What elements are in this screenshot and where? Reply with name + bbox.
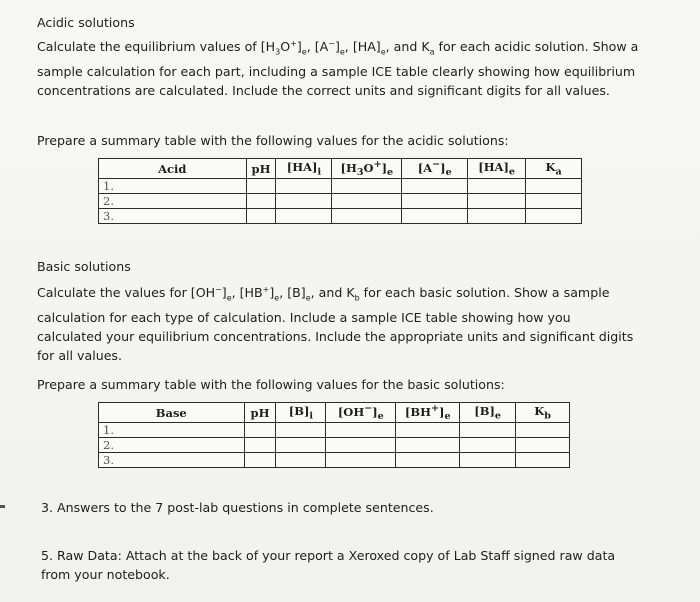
col-ph: pH bbox=[246, 159, 276, 179]
col-ph: pH bbox=[244, 403, 276, 423]
basic-summary-table bbox=[98, 402, 570, 468]
row-number: 1. bbox=[99, 423, 245, 438]
col-base: Base bbox=[99, 403, 245, 423]
table-row bbox=[99, 194, 582, 209]
basic-instructions: Calculate the values for $[OH^-]_e$, $[HB^+]_e$, $[B]_e$, and $K_b$ for each basic solution. Show a sample calculation for each type of calculation. Include a sample ICE table showing how you calculated your equilibrium concentrations. Include the appropriate units and significant digits for all values. bbox=[37, 285, 634, 363]
col-b-initial: $[B]_i$ bbox=[276, 403, 326, 423]
col-h3o-eq: $[H_3O^+]_e$ bbox=[332, 159, 402, 179]
basic-header-row bbox=[99, 403, 570, 423]
table-row bbox=[99, 179, 582, 194]
item-5-raw-data: 5. Raw Data: Attach at the back of your report a Xeroxed copy of Lab Staff signed raw data from your notebook. bbox=[41, 548, 616, 582]
col-ha-eq: $[HA]_e$ bbox=[468, 159, 526, 179]
table-row bbox=[99, 209, 582, 224]
col-bh-eq: $[BH^+]_e$ bbox=[396, 403, 460, 423]
col-ha-initial: $[HA]_i$ bbox=[276, 159, 332, 179]
item-3-post-lab: 3. Answers to the 7 post-lab questions in complete sentences. bbox=[41, 500, 434, 515]
basic-summary-prompt: Prepare a summary table with the following values for the basic solutions: bbox=[37, 377, 505, 392]
col-kb: $K_b$ bbox=[516, 403, 570, 423]
acidic-summary-prompt: Prepare a summary table with the following values for the acidic solutions: bbox=[37, 133, 509, 148]
acidic-header-row bbox=[99, 159, 582, 179]
col-oh-eq: $[OH^-]_e$ bbox=[326, 403, 396, 423]
acidic-summary-table bbox=[98, 158, 582, 224]
row-number: 3. bbox=[99, 209, 247, 224]
row-number: 2. bbox=[99, 194, 247, 209]
basic-heading: Basic solutions bbox=[37, 259, 131, 274]
col-ka: $K_a$ bbox=[526, 159, 582, 179]
row-number: 3. bbox=[99, 453, 245, 468]
table-row bbox=[99, 453, 570, 468]
col-acid: Acid bbox=[99, 159, 247, 179]
col-a-eq: $[A^-]_e$ bbox=[402, 159, 468, 179]
table-row bbox=[99, 438, 570, 453]
row-number: 2. bbox=[99, 438, 245, 453]
acidic-instructions: Calculate the equilibrium values of $[H_3O^+]_e$, $[A^-]_e$, $[HA]_e$, and $K_a$ for each acidic solution. Show a sample calculation for each part, including a sample ICE table clearly showing how equilibrium concentrations are calculated. Include the correct units and significant digits for all values. bbox=[37, 39, 639, 98]
col-b-eq: $[B]_e$ bbox=[460, 403, 516, 423]
acidic-heading: Acidic solutions bbox=[37, 15, 135, 30]
row-number: 1. bbox=[99, 179, 247, 194]
table-row bbox=[99, 423, 570, 438]
page-edge-mark bbox=[0, 505, 5, 508]
